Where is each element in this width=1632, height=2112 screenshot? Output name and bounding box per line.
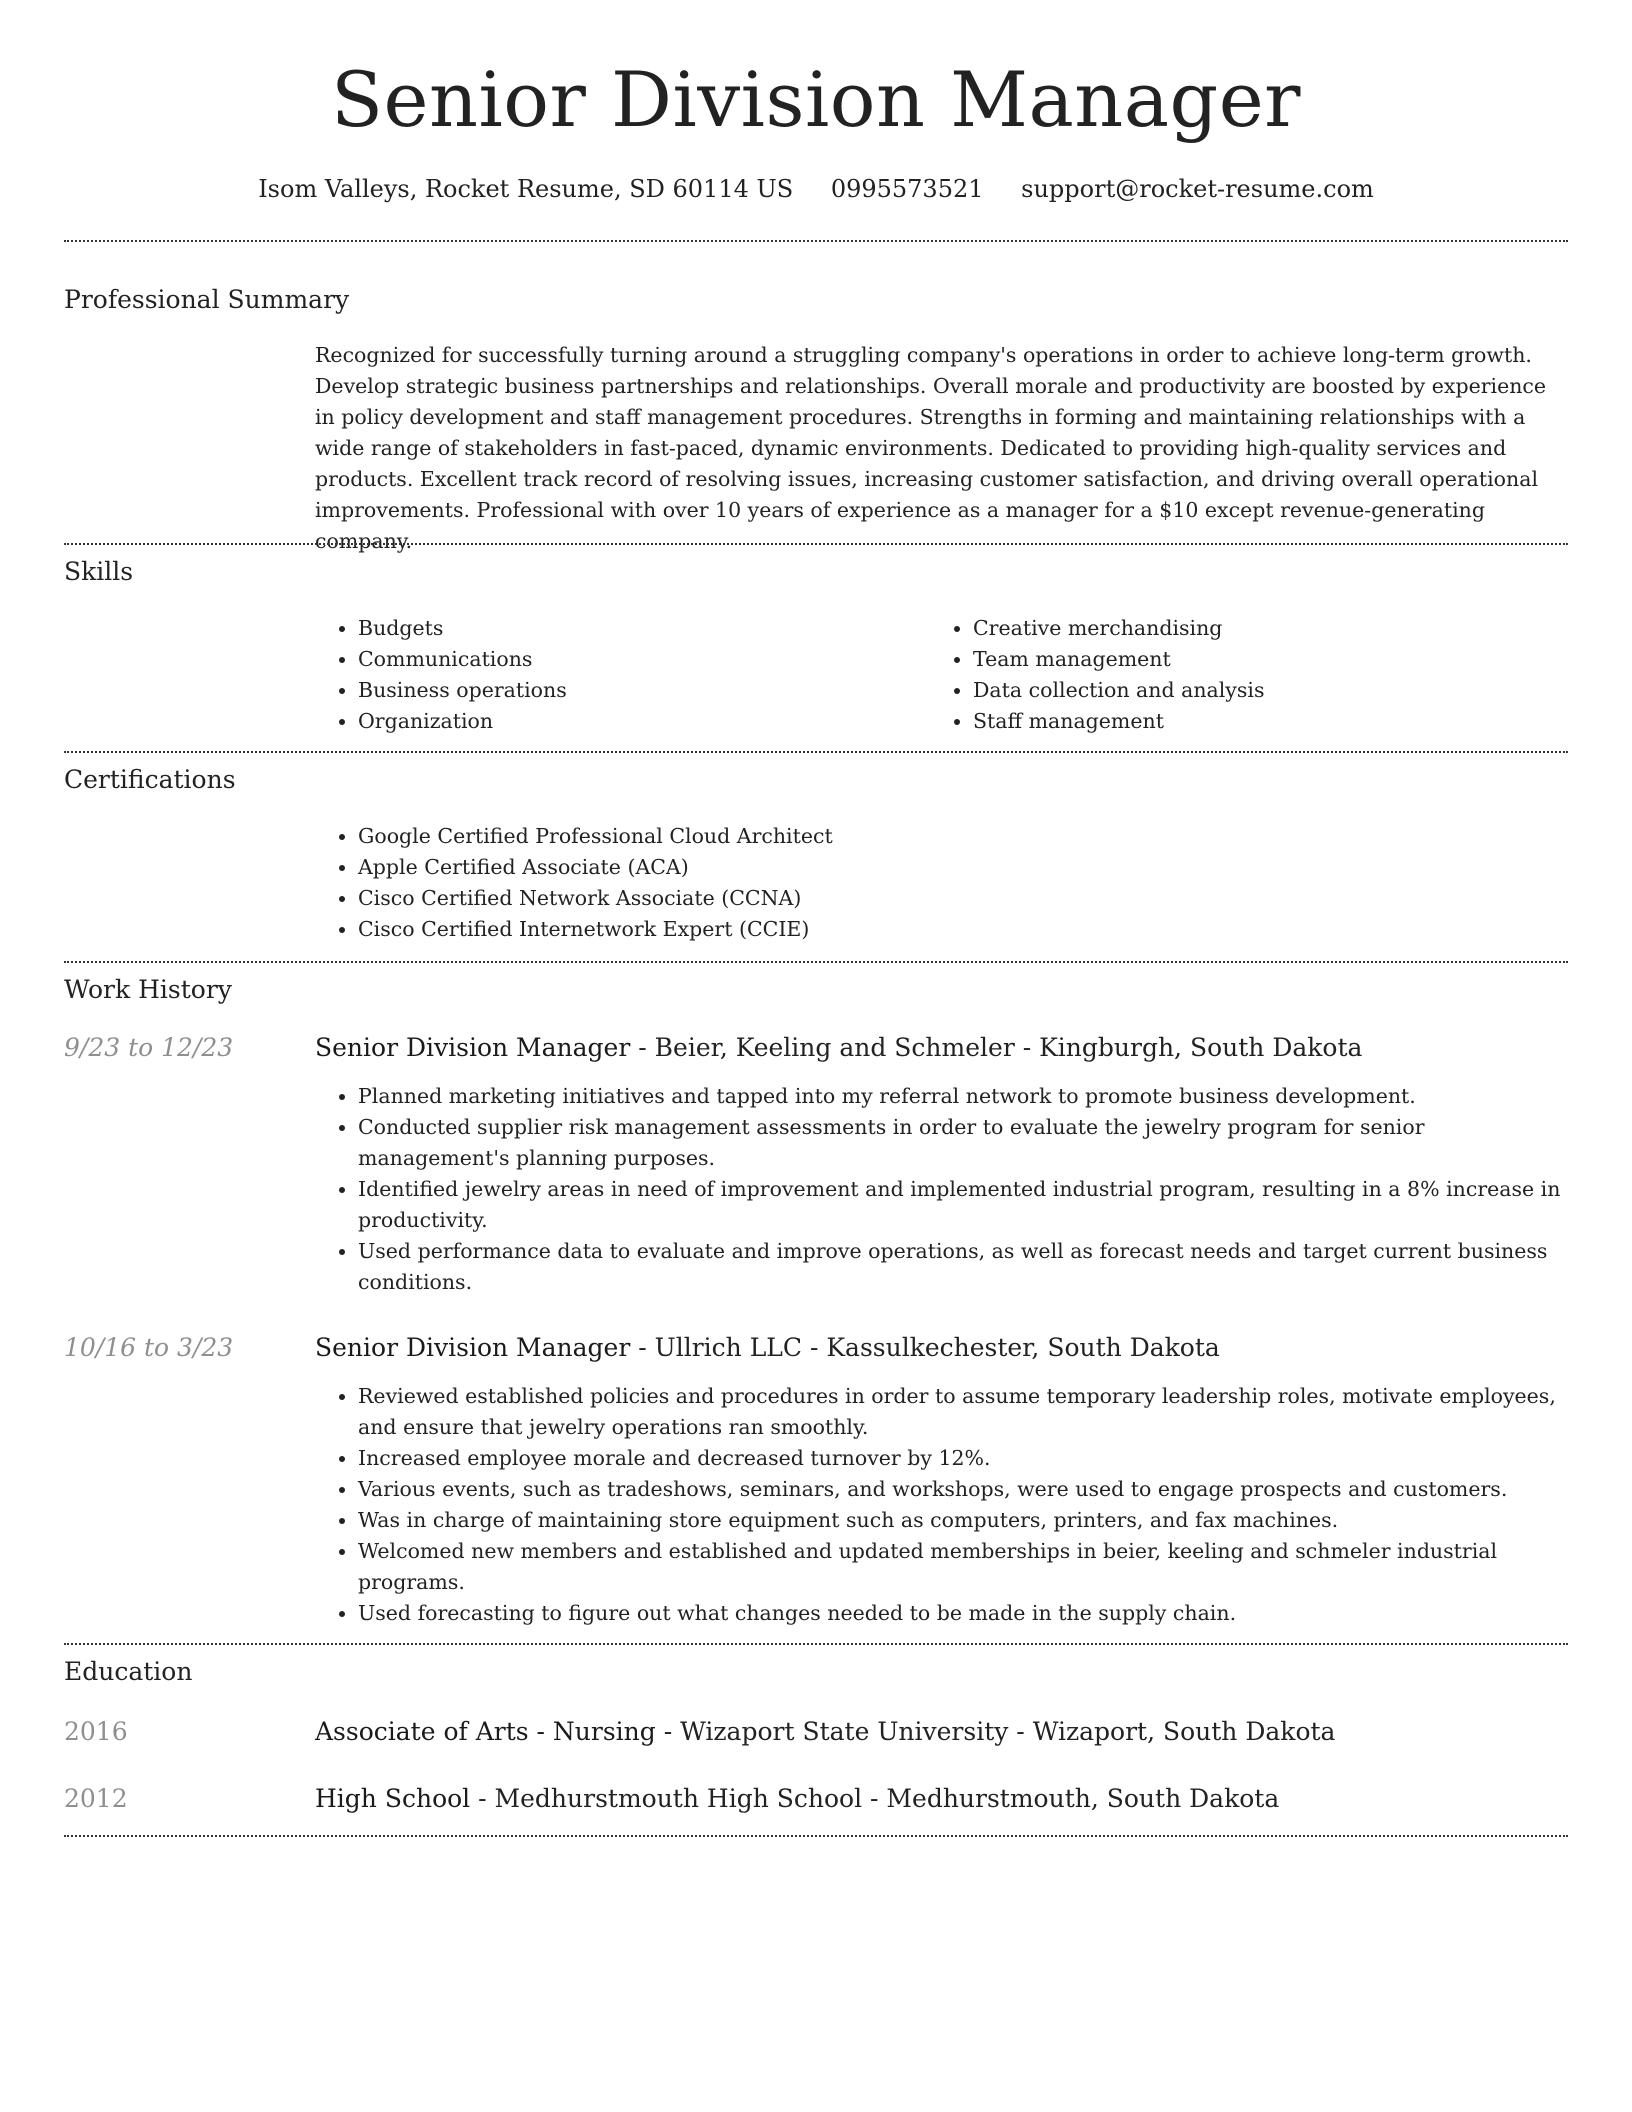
certification-item: • Cisco Certified Network Associate (CCNA) (358, 883, 1568, 914)
job-employer: - Ullrich LLC - Kassulkechester, South Dakota (630, 1333, 1220, 1362)
job-bullet: • Was in charge of maintaining store equipment such as computers, printers, and fax machines. (358, 1505, 1568, 1536)
job-bullet: • Welcomed new members and established and updated memberships in beier, keeling and schmeler industrial programs. (358, 1536, 1568, 1598)
certification-item: • Apple Certified Associate (ACA) (358, 852, 1568, 883)
skill-item: • Team management (973, 644, 1490, 675)
summary-block (315, 340, 1568, 557)
section-title-certifications: Certifications (64, 765, 236, 794)
education-heading (315, 1714, 1335, 1750)
skill-item: • Budgets (358, 613, 875, 644)
contact-address: Isom Valleys, Rocket Resume, SD 60114 US (258, 175, 794, 203)
education-year: 2012 (64, 1784, 128, 1813)
job-bullets (315, 1381, 1568, 1629)
section-title-education: Education (64, 1657, 193, 1686)
skills-list-left (315, 613, 875, 737)
job-dates: 9/23 to 12/23 (64, 1033, 234, 1062)
education-degree: Associate of Arts - Nursing (315, 1717, 656, 1746)
job-bullets (315, 1081, 1568, 1298)
job-bullet: • Identified jewelry areas in need of improvement and implemented industrial program, resulting in a 8% increase in productivity. (358, 1174, 1568, 1236)
job-bullet: • Used forecasting to figure out what changes needed to be made in the supply chain. (358, 1598, 1568, 1629)
skill-item: • Organization (358, 706, 875, 737)
certification-item: • Google Certified Professional Cloud Architect (358, 821, 1568, 852)
divider (64, 1835, 1568, 1837)
section-title-work-history: Work History (64, 975, 232, 1004)
job-bullet: • Various events, such as tradeshows, seminars, and workshops, were used to engage prospects and customers. (358, 1474, 1568, 1505)
job-heading (315, 1330, 1220, 1366)
section-title-skills: Skills (64, 557, 134, 586)
divider (64, 751, 1568, 753)
resume-title: Senior Division Manager (330, 55, 1302, 144)
education-school: - Medhurstmouth High School - Medhurstmouth, South Dakota (470, 1784, 1280, 1813)
divider (64, 240, 1568, 242)
job-bullet: • Reviewed established policies and procedures in order to assume temporary leadership roles, motivate employees, and ensure that jewelry operations ran smoothly. (358, 1381, 1568, 1443)
section-title-summary: Professional Summary (64, 285, 350, 314)
divider (64, 961, 1568, 963)
skill-item: • Business operations (358, 675, 875, 706)
job-employer: - Beier, Keeling and Schmeler - Kingburgh, South Dakota (630, 1033, 1363, 1062)
job-heading (315, 1030, 1362, 1066)
job-dates: 10/16 to 3/23 (64, 1333, 234, 1362)
divider (64, 1643, 1568, 1645)
education-school: - Wizaport State University - Wizaport, South Dakota (655, 1717, 1336, 1746)
job-bullet: • Used performance data to evaluate and improve operations, as well as forecast needs and target current business conditions. (358, 1236, 1568, 1298)
job-bullet: • Conducted supplier risk management assessments in order to evaluate the jewelry program for senior management's planning purposes. (358, 1112, 1568, 1174)
education-degree: High School (315, 1784, 471, 1813)
contact-line (64, 170, 1568, 208)
job-role: Senior Division Manager (315, 1033, 631, 1062)
education-heading (315, 1781, 1279, 1817)
job-bullet: • Increased employee morale and decreased turnover by 12%. (358, 1443, 1568, 1474)
skills-list-right (930, 613, 1490, 737)
education-year: 2016 (64, 1717, 128, 1746)
contact-email[interactable]: support@rocket-resume.com (1021, 175, 1374, 203)
skill-item: • Communications (358, 644, 875, 675)
divider (64, 543, 1568, 545)
skill-item: • Creative merchandising (973, 613, 1490, 644)
certification-item: • Cisco Certified Internetwork Expert (CCIE) (358, 914, 1568, 945)
skill-item: • Staff management (973, 706, 1490, 737)
certifications-block (315, 821, 1568, 945)
job-role: Senior Division Manager (315, 1333, 631, 1362)
summary-text: Recognized for successfully turning around a struggling company's operations in order to achieve long-term growth. Develop strategic business partnerships and relationships. Overall morale and productivity are boosted by experience in policy development and staff management procedures. Strengths in forming and maintaining relationships with a wide range of stakeholders in fast-paced, dynamic environments. Dedicated to providing high-quality services and products. Excellent track record of resolving issues, increasing customer satisfaction, and driving overall operational improvements. Professional with over 10 years of experience as a manager for a $10 except revenue-generating company. (315, 343, 1547, 553)
skill-item: • Data collection and analysis (973, 675, 1490, 706)
job-bullet: • Planned marketing initiatives and tapped into my referral network to promote business development. (358, 1081, 1568, 1112)
contact-phone[interactable]: 0995573521 (830, 175, 984, 203)
